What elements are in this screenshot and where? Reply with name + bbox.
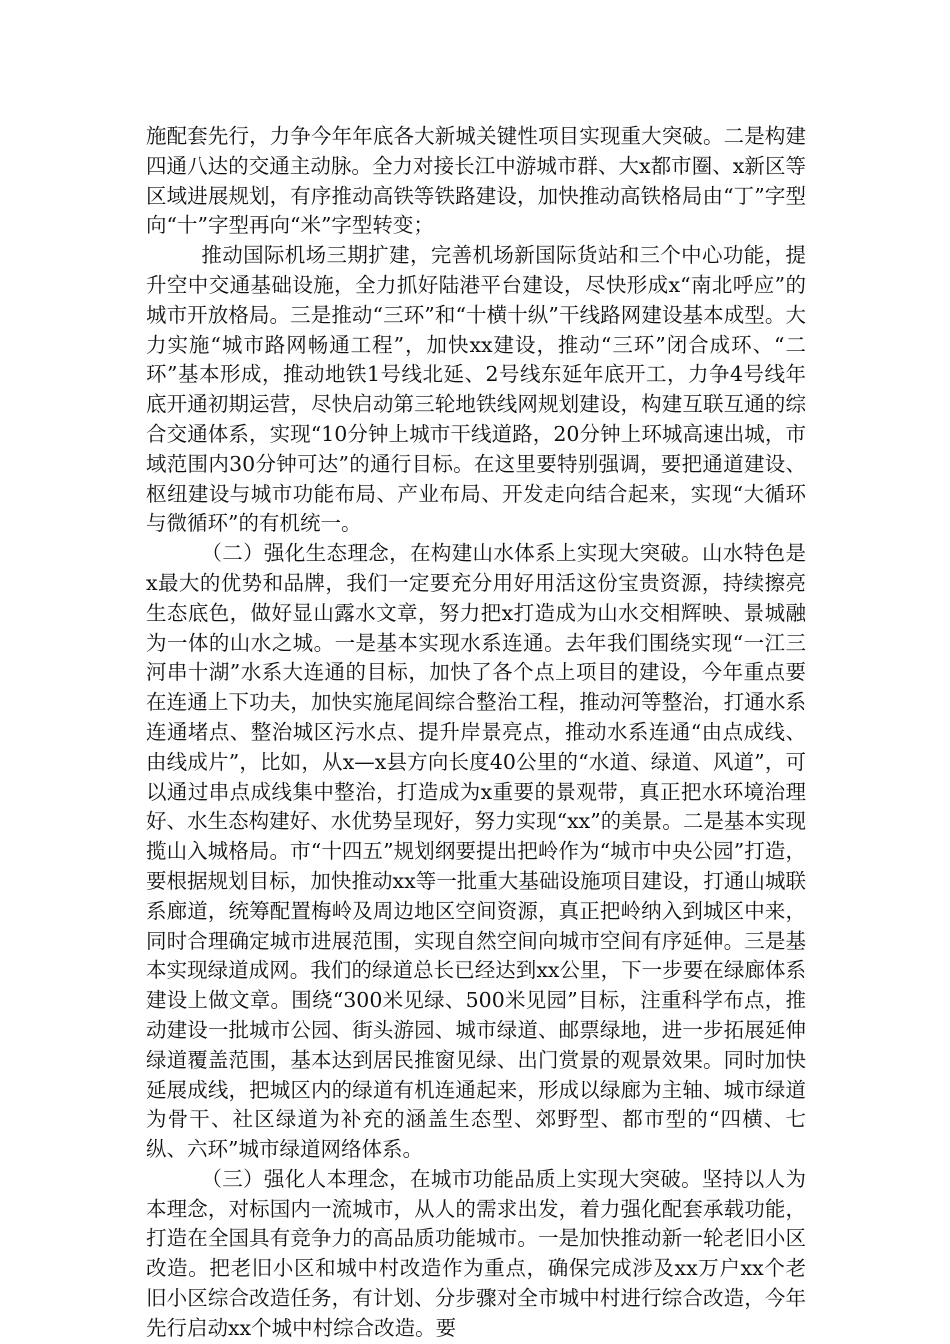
paragraph-people-oriented: （三）强化人本理念，在城市功能品质上实现大突破。坚持以人为本理念，对标国内一流城市，从人的需求出发，着力强化配套承载功能，打造在全国具有竞争力的高品质功能城市。一是加快推动新一轮老旧小区改造。把老旧小区和城中村改造作为重点，确保完成涉及xx万户xx个老旧小区综合改造任务，有计划、分步骤对全市城中村进行综合改造，今年先行启动xx个城中村综合改造。要 (146, 1166, 806, 1340)
paragraph-transport: 推动国际机场三期扩建，完善机场新国际货站和三个中心功能，提升空中交通基础设施，全力抓好陆港平台建设，尽快形成x“南北呼应”的城市开放格局。三是推动“三环”和“十横十纵”干线路网建设基本成型。大力实施“城市路网畅通工程”，加快xx建设，推动“三环”闭合成环、“二环”基本形成，推动地铁1号线北延、2号线东延年底开工，力争4号线年底开通初期运营，尽快启动第三轮地铁线网规划建设，构建互联互通的综合交通体系，实现“10分钟上城市干线道路，20分钟上环城高速出城，市域范围内30分钟可达”的通行目标。在这里要特别强调，要把通道建设、枢纽建设与城市功能布局、产业布局、开发走向结合起来，实现“大循环与微循环”的有机统一。 (146, 243, 806, 536)
paragraph-continuation: 施配套先行，力争今年年底各大新城关键性项目实现重大突破。二是构建四通八达的交通主动脉。全力对接长江中游城市群、大x都市圈、x新区等区域进展规划，有序推动高铁等铁路建设，加快推动高铁格局由“丁”字型向“十”字型再向“米”字型转变； (146, 124, 806, 238)
paragraph-ecology: （二）强化生态理念，在构建山水体系上实现大突破。山水特色是x最大的优势和品牌，我们一定要充分用好用活这份宝贵资源，持续擦亮生态底色，做好显山露水文章，努力把x打造成为山水交相辉映、景城融为一体的山水之城。一是基本实现水系连通。去年我们围绕实现“一江三河串十湖”水系大连通的目标，加快了各个点上项目的建设，今年重点要在连通上下功夫，加快实施尾闾综合整治工程，推动河等整治，打通水系连通堵点、整治城区污水点、提升岸景亮点，推动水系连通“由点成线、由线成片”，比如，从x—x县方向长度40公里的“水道、绿道、风道”，可以通过串点成线集中整治，打造成为x重要的景观带，真正把水环境治理好、水生态构建好、水优势呈现好，努力实现“xx”的美景。二是基本实现揽山入城格局。市“十四五”规划纲要提出把岭作为“城市中央公园”打造，要根据规划目标，加快推动xx等一批重大基础设施项目建设，打通山城联系廊道，统筹配置梅岭及周边地区空间资源，真正把岭纳入到城区中来，同时合理确定城市进展范围，实现自然空间向城市空间有序延伸。三是基本实现绿道成网。我们的绿道总长已经达到xx公里，下一步要在绿廊体系建设上做文章。围绕“300米见绿、500米见园”目标，注重科学布点，推动建设一批城市公园、街头游园、城市绿道、邮票绿地，进一步拓展延伸绿道覆盖范围，基本达到居民推窗见绿、出门赏景的观景效果。同时加快延展成线，把城区内的绿道有机连通起来，形成以绿廊为主轴、城市绿道为骨干、社区绿道为补充的涵盖生态型、郊野型、都市型的“四横、七纵、六环”城市绿道网络体系。 (146, 541, 806, 1162)
document-body (146, 122, 806, 1344)
